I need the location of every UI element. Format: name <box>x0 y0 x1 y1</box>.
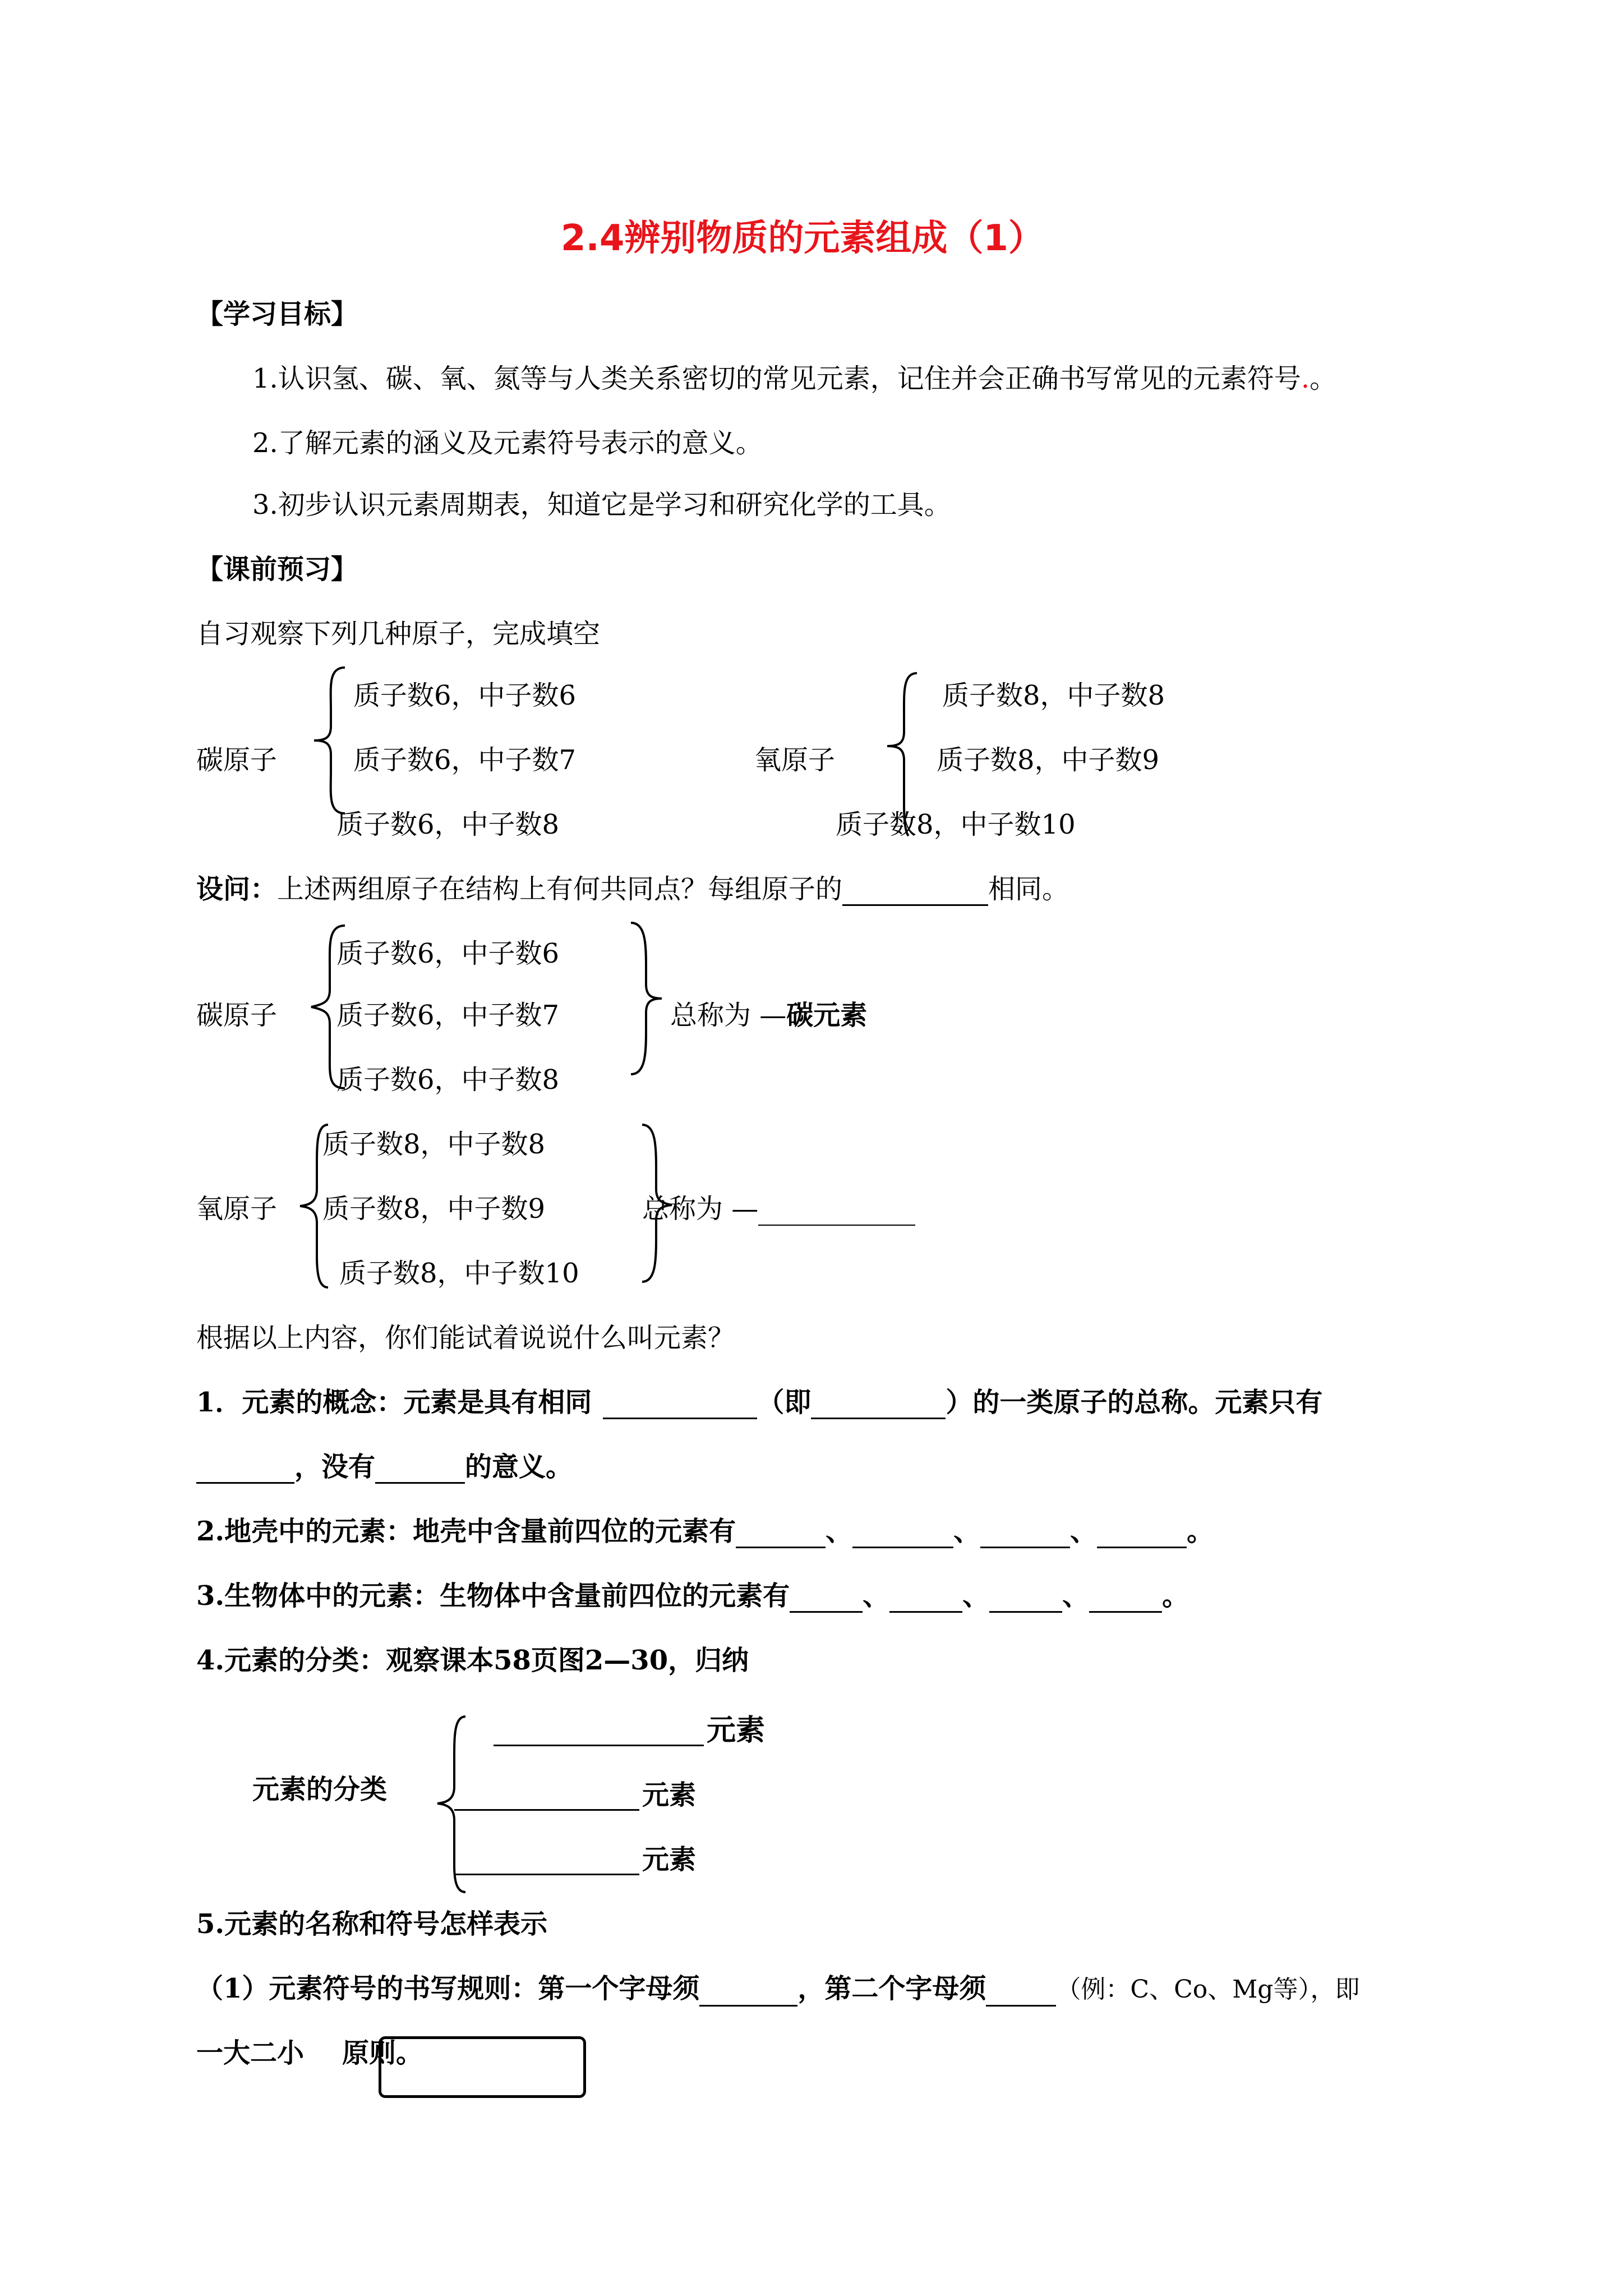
blank-line <box>736 1522 826 1548</box>
blank-line <box>758 1201 915 1226</box>
concept-5-rule-cont: 一大二小 <box>196 2037 305 2069</box>
carbon-atom-2: 质子数6，中子数7 <box>353 744 577 776</box>
blank-line <box>454 1874 639 1875</box>
blank-line <box>980 1522 1070 1548</box>
left-brace <box>432 1714 482 1893</box>
oxygen-atom-3: 质子数8，中子数10 <box>836 809 1076 840</box>
concept-5-rule: （1）元素符号的书写规则：第一个字母须 ，第二个字母须 （例：C、Co、Mg等），即 <box>196 1972 1359 2007</box>
blank-line <box>1089 1586 1162 1613</box>
blank-line <box>790 1586 863 1613</box>
objective-2: 2.了解元素的涵义及元素符号表示的意义。 <box>252 427 763 459</box>
classification-label: 元素的分类 <box>252 1774 388 1805</box>
question: 设问：上述两组原子在结构上有何共同点？每组原子的 相同。 <box>196 873 1069 905</box>
oxygen-atom-3: 质子数8，中子数10 <box>339 1258 579 1289</box>
blank-line <box>454 1809 639 1811</box>
carbon-collective: 总称为 —碳元素 <box>670 1000 868 1031</box>
blank-line <box>852 1522 953 1548</box>
blank-line <box>1097 1522 1187 1548</box>
blank-line <box>989 1586 1062 1613</box>
carbon-label: 碳原子 <box>196 744 278 776</box>
carbon-atom-3: 质子数6，中子数8 <box>336 1064 560 1096</box>
objectives-heading: 【学习目标】 <box>196 298 358 330</box>
oxygen-atom-2: 质子数8，中子数9 <box>937 744 1160 776</box>
page-title: 2.4辨别物质的元素组成（1） <box>561 218 1044 259</box>
concept-4: 4.元素的分类：观察课本58页图2—30，归纳 <box>196 1645 749 1676</box>
preview-intro: 自习观察下列几种原子，完成填空 <box>196 618 601 650</box>
right-brace <box>628 920 667 1077</box>
concept-1-cont: ，没有 的意义。 <box>196 1450 573 1484</box>
concept-5: 5.元素的名称和符号怎样表示 <box>196 1908 548 1940</box>
carbon-atom-3: 质子数6，中子数8 <box>336 809 560 840</box>
blank-line <box>196 1457 294 1484</box>
blank-line <box>842 880 988 906</box>
oxygen-collective: 总称为 — <box>642 1192 915 1226</box>
carbon-atom-1: 质子数6，中子数6 <box>336 938 560 969</box>
blank-line <box>494 1745 704 1746</box>
category-2: 元素 <box>642 1779 697 1811</box>
oxygen-label: 氧原子 <box>754 744 836 776</box>
preview-heading: 【课前预习】 <box>196 554 358 585</box>
concept-2: 2.地壳中的元素：地壳中含量前四位的元素有 、 、 、 。 <box>196 1516 1214 1547</box>
oxygen-atom-1: 质子数8，中子数8 <box>942 680 1165 711</box>
carbon-atom-2: 质子数6，中子数7 <box>336 1000 560 1031</box>
carbon-atom-1: 质子数6，中子数6 <box>353 680 577 711</box>
oxygen-atom-1: 质子数8，中子数8 <box>322 1129 546 1160</box>
blank-line <box>986 1980 1056 2007</box>
blank-line <box>603 1393 757 1419</box>
blank-line <box>699 1980 797 2007</box>
objective-1: 1.认识氢、碳、氧、氮等与人类关系密切的常见元素，记住并会正确书写常见的元素符号.。 <box>252 363 1337 394</box>
concept-1: 1．元素的概念：元素是具有相同 （即 ）的一类原子的总称。元素只有 <box>196 1387 1323 1418</box>
carbon-label-2: 碳原子 <box>196 1000 278 1031</box>
summary-question: 根据以上内容，你们能试着说说什么叫元素？ <box>196 1322 735 1354</box>
category-3: 元素 <box>642 1844 697 1875</box>
blank-line <box>889 1586 962 1613</box>
left-brace <box>306 665 351 816</box>
category-1: 元素 <box>707 1713 766 1747</box>
blank-line <box>375 1457 465 1484</box>
answer-box <box>379 2036 586 2098</box>
concept-3: 3.生物体中的元素：生物体中含量前四位的元素有 、 、 、 。 <box>196 1580 1189 1612</box>
oxygen-atom-2: 质子数8，中子数9 <box>322 1193 546 1225</box>
blank-line <box>811 1393 946 1419</box>
concept-5-rule-end: 原则。 <box>342 2037 423 2069</box>
objective-3: 3.初步认识元素周期表，知道它是学习和研究化学的工具。 <box>252 489 951 521</box>
oxygen-label-2: 氧原子 <box>196 1193 278 1225</box>
